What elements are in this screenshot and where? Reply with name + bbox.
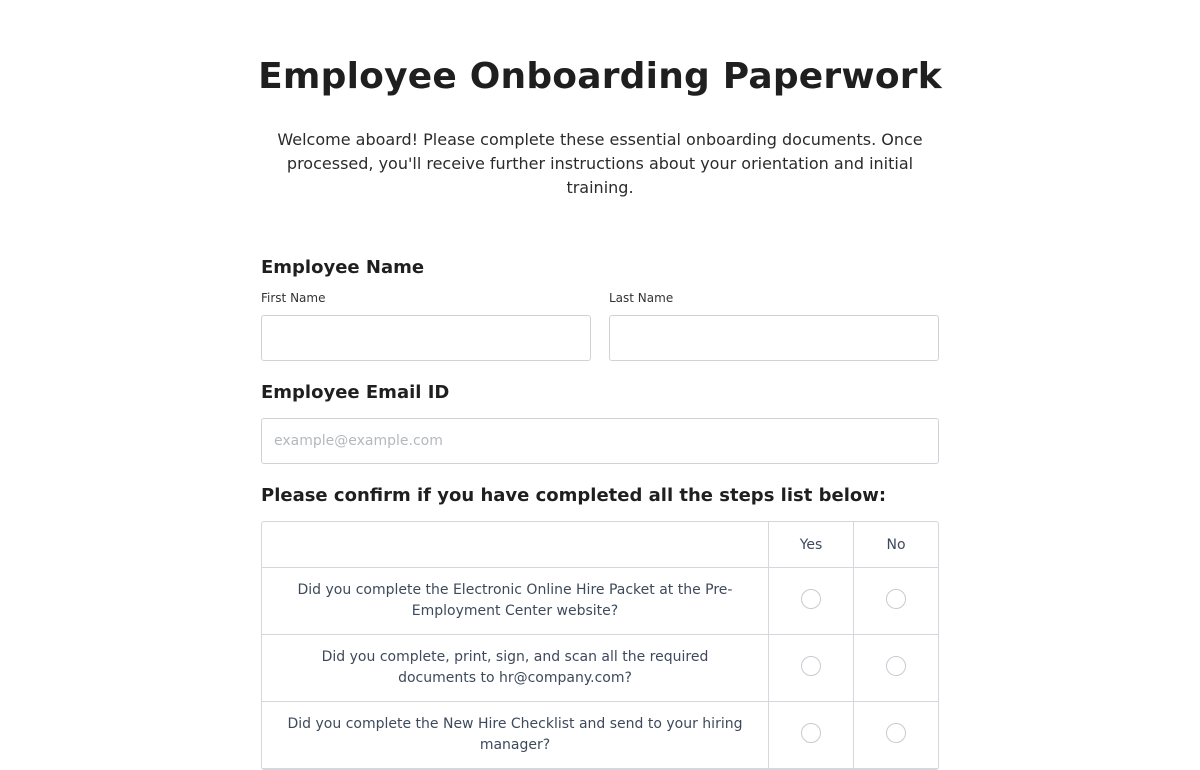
first-name-label: First Name [261, 291, 326, 305]
matrix-cell-no [854, 702, 938, 769]
matrix-question: Did you complete, print, sign, and scan all the required documents to hr@company.com? [262, 635, 769, 702]
first-name-input[interactable] [261, 315, 591, 361]
last-name-label: Last Name [609, 291, 674, 305]
confirm-matrix [261, 521, 939, 770]
matrix-header-empty [262, 522, 769, 568]
radio-no[interactable] [886, 656, 906, 676]
matrix-row [262, 702, 938, 769]
matrix-cell-yes [769, 568, 854, 635]
employee-name-label: Employee Name [261, 257, 425, 278]
radio-yes[interactable] [801, 723, 821, 743]
radio-no[interactable] [886, 723, 906, 743]
intro-text: Welcome aboard! Please complete these essential onboarding documents. Once processed, you'll receive further instructions about your orientation and initial training. [277, 130, 923, 197]
confirm-steps-label: Please confirm if you have completed all the steps list below: [261, 485, 887, 506]
last-name-input[interactable] [609, 315, 939, 361]
first-name-group [261, 290, 591, 361]
matrix-header-yes: Yes [769, 522, 854, 568]
name-row [261, 290, 939, 361]
matrix-cell-no [854, 568, 938, 635]
radio-yes[interactable] [801, 589, 821, 609]
matrix-row [262, 635, 938, 702]
onboarding-form [261, 256, 939, 770]
matrix-cell-yes [769, 635, 854, 702]
last-name-group [609, 290, 939, 361]
matrix-row [262, 568, 938, 635]
matrix-question: Did you complete the New Hire Checklist and send to your hiring manager? [262, 702, 769, 769]
radio-no[interactable] [886, 589, 906, 609]
email-input[interactable] [261, 418, 939, 464]
matrix-question: Did you complete the Electronic Online Hire Packet at the Pre-Employment Center website? [262, 568, 769, 635]
radio-yes[interactable] [801, 656, 821, 676]
matrix-cell-yes [769, 702, 854, 769]
matrix-header-row [262, 522, 938, 568]
matrix-header-no: No [854, 522, 938, 568]
employee-email-label: Employee Email ID [261, 382, 450, 403]
matrix-cell-no [854, 635, 938, 702]
page-title: Employee Onboarding Paperwork [258, 56, 942, 97]
